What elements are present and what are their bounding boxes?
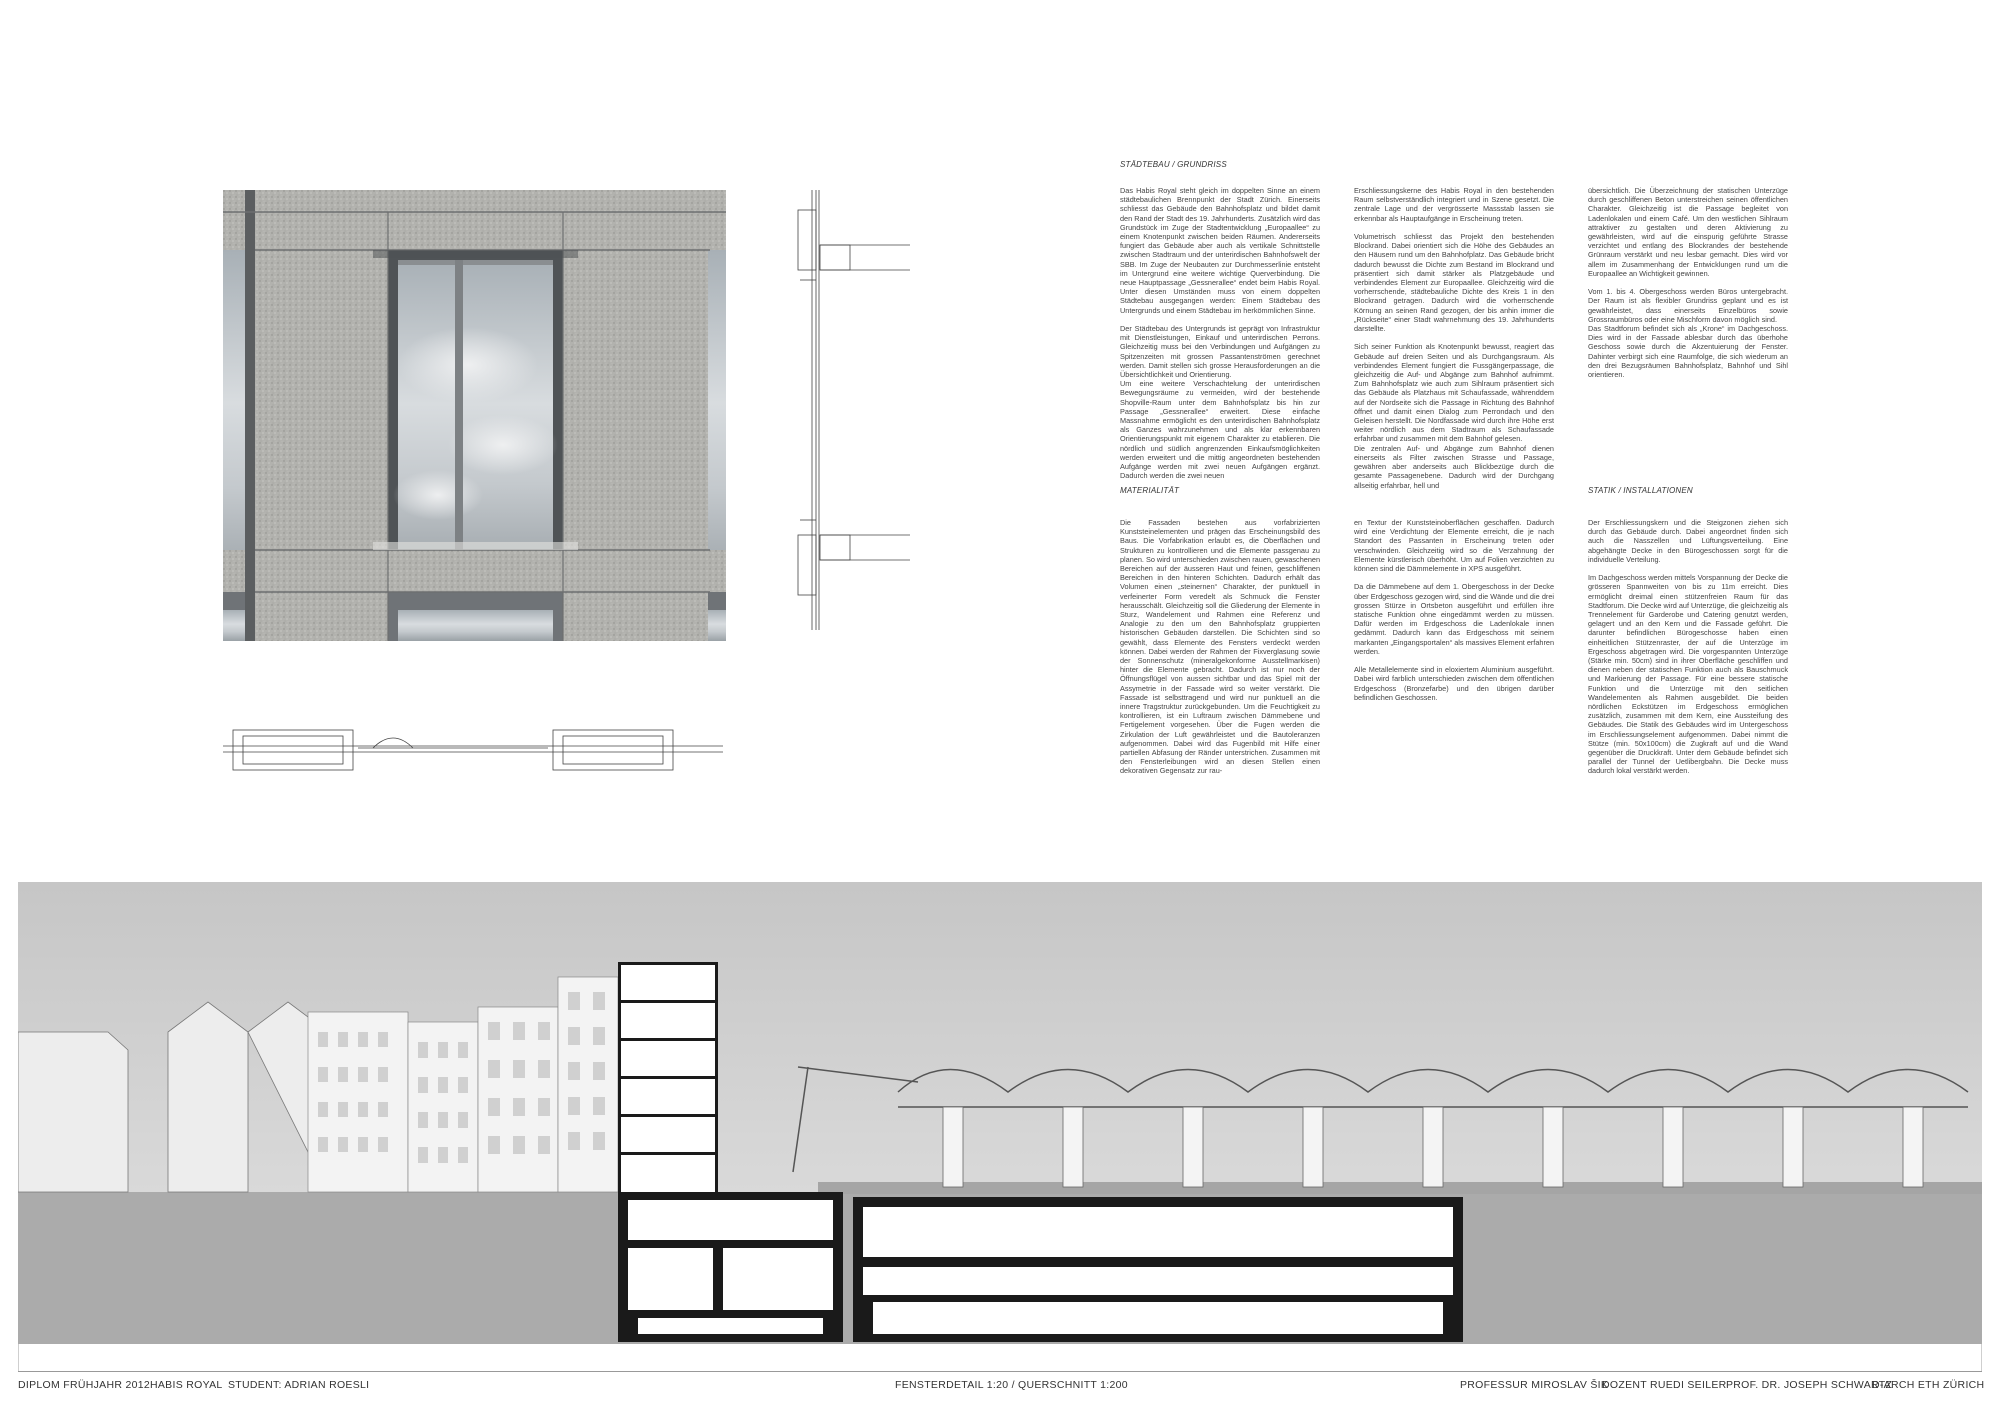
statik-text: Der Erschliessungskern und die Steigzonen ziehen sich durch das Gebäude durch. Dabei angeordnet finden sich auch die Nasszellen und Lüftungsverteilung. Eine abgehängte Decke in den Bürogeschossen sorgt für die individuelle Verteilung. Im Dachgeschoss werden mittels Vorspannung der Decke die grösseren Spannweiten von bis zu 11m erreicht. Dies ermöglicht dreimal einen stützenfreien Raum für das Stadtforum. Die Decke wird auf Unterzüge, die gleichzeitig als Trennelement für Garderobe und Catering genutzt werden, gelagert und an den Kern und die Fassade geführt. Die darunter befindlichen Bürogeschosse haben einen einheitlichen Stützenraster, der auf die Unterzüge im Ergeschoss abgetragen wird. Die vorgespannten Unterzüge (Stärke min. 50cm) sind in ihrer Oberfläche geschliffen und dienen neben der statischen Funktion auch als Bauschmuck und Markierung der Passage. Für eine bessere statische Funktion und die Unterzüge mit den seitlichen Wandelementen als Rahmen ausgebildet. Die beiden nördlichen Eckstützen im Erdgeschoss ermöglichen zusätzlich, zusammen mit dem Kern, eine Aussteifung des Gebäudes. Die Statik des Gebäudes wird im Untergeschoss im Erschliessungselement aufgenommen. Dabei nimmt die Stütze (min. 50x100cm) die Zugkraft auf und die Wand gegenüber die Druckkraft. Unter dem Gebäude befindet sich parallel der Tunnel der Uetlibergbahn. Die Decke muss dadurch lokal verstärkt werden. [1588, 518, 1788, 776]
cross-section-drawing [18, 882, 1982, 1344]
staedtebau-heading: STÄDTEBAU / GRUNDRISS [1120, 160, 1227, 169]
bottom-divider [18, 1371, 1982, 1372]
staedtebau-column-2 [1354, 186, 1554, 497]
staedtebau-column-1 [1120, 186, 1320, 488]
footer [0, 1375, 2000, 1395]
footer-project: HABIS ROYAL [150, 1379, 223, 1391]
window-center [388, 250, 563, 590]
window-right [708, 250, 726, 590]
section-detail-drawing [790, 190, 910, 630]
statik-column [1588, 518, 1788, 783]
materialitaet-heading: MATERIALITÄT [1120, 486, 1180, 495]
footer-student: STUDENT: ADRIAN ROESLI [228, 1379, 370, 1391]
staedtebau-text-1: Das Habis Royal steht gleich im doppelten Sinne an einem städtebaulichen Brennpunkt der Stadt Zürich. Einerseits schliesst das Gebäude den Bahnhofsplatz und bildet damit den Rand der Stadt des 19. Jahrhunderts. Zusätzlich wird das Grundstück im Zuge der Stadtentwicklung „Europaallee“ zu einem Knotenpunkt zwischen beiden Räumen. Andererseits fungiert das Gebäude aber auch als vertikale Schnittstelle zwischen Stadtraum und der unterirdischen Bahnhofswelt der SBB. Im Zuge der Neubauten zur Durchmesserlinie entsteht im Untergrund eine weitere wichtige Querverbindung. Die neue Hauptpassage „Gessnerallee“ endet beim Habis Royal. Unter diesen Umständen muss von einem doppelten Städtebau ausgegangen werden: Einem Städtebau des Untergrunds und einem Städtebau im herkömmlichen Sinne. Der Städtebau des Untergrunds ist geprägt von Infrastruktur mit Dienstleistungen, Einkauf und unterirdischen Perrons. Gleichzeitig muss bei den Verbindungen und Aufgängen zu Spitzenzeiten mit grossen Passantenströmen gerechnet werden. Damit stellen sich grosse Herausforderungen an die Übersichtlichkeit und Orientierung. Um eine weitere Verschachtelung der unterirdischen Bewegungsräume zu vermeiden, wird der bestehende Shopville-Raum unter dem Bahnhofsplatz bis hin zur Passage „Gessnerallee“ erweitert. Diese einfache Massnahme ermöglicht es den unterirdischen Bahnhofsplatz als Ganzes wahrzunehmen und als klar erkennbaren Orientierungspunkt mit eigenem Charakter zu etablieren. Die nördlich und südlich angrenzenden Einkaufsmöglichkeiten werden erweitert und die mittig angeordneten bestehenden Aufgänge werden mit zwei neuen Aufgängen ergänzt. Dadurch werden die zwei neuen [1120, 186, 1320, 481]
footer-professor: PROFESSUR MIROSLAV ŠIK [1460, 1379, 1609, 1391]
footer-diplom: DIPLOM FRÜHJAHR 2012 [18, 1379, 151, 1391]
footer-drawings: FENSTERDETAIL 1:20 / QUERSCHNITT 1:200 [895, 1379, 1128, 1391]
station-underground-section [853, 1197, 1463, 1342]
staedtebau-text-3: übersichtlich. Die Überzeichnung der statischen Unterzüge durch geschliffenen Beton unterstreichen seinen öffentlichen Charakter. Gleichzeitig ist die Passage begleitet von Ladenlokalen und einem Café. Um den westlichen Sihlraum attraktiver zu gestalten und deren Aktivierung zu gewährleisten, wird auf die einspurig geführte Strasse verzichtet und entlang des Blockrandes der bestehende Grünraum verstärkt und neu lesbar gemacht. Dies wird vor allem im Zusammenhang der Entwicklungen rund um die Europaallee an Wichtigkeit gewinnen. Vom 1. bis 4. Obergeschoss werden Büros untergebracht. Der Raum ist als flexibler Grundriss geplant und es ist gewährleistet, dass einerseits Einzelbüros sowie Grossraumbüros oder eine Mischform davon möglich sind. Das Stadtforum befindet sich als „Krone“ im Dachgeschoss. Dies wird in der Fassade ablesbar durch das überhohe Geschoss sowie durch die Akzentuierung der Fenster. Dahinter verbirgt sich eine Raumfolge, die sich wiederum an den drei Bezugsräumen Bahnhofsplatz, Bahnhof und Sihl orientieren. [1588, 186, 1788, 380]
footer-darch: D-ARCH ETH ZÜRICH [1872, 1379, 1985, 1391]
footer-prof2: PROF. DR. JOSEPH SCHWARTZ [1726, 1379, 1893, 1391]
facade-rendering [223, 190, 726, 641]
materialitaet-text-1: Die Fassaden bestehen aus vorfabrizierten Kunststeinelementen und prägen das Erscheinungsbild des Baus. Die Vorfabrikation erlaubt es, die Oberflächen und Strukturen zu kontrollieren und die Elemente passgenau zu planen. So wird unterschieden zwischen rauen, gewaschenen Bereichen auf der äusseren Haut und feinen, geschliffenen Bereichen in den hinteren Schichten. Dadurch erhält das Volumen einen „steinernen“ Charakter, der punktuell in verfeinerter Form veredelt als Schmuck die Fenster herausschält. Gleichzeitig soll die Gliederung der Elemente in Sturz, Wandelement und Rahmen eine Referenz und Analogie zu den um den Bahnhofsplatz gruppierten historischen Gebäuden darstellen. Die Schichten sind so gewählt, dass Elemente des Fensters verdeckt werden können. Dabei werden der Rahmen der Fixverglasung sowie der Sonnenschutz (mineralgekonforme Ausstellmarkisen) hinter die Elemente gebracht. Dadurch ist nur noch der Öffnungsflügel von aussen sichtbar und das Spiel mit der Assymetrie in der Fassade wird so weiter verstärkt. Die Fassade ist selbsttragend und wird nur punktuell an die innere Tragstruktur zurückgebunden. Um die Feuchtigkeit zu kontrollieren, ist ein Luftraum zwischen Dämmebene und Fertigelement vorgesehen. Über die Fugen werden die Zirkulation der Luft gewährleistet und die Bautoleranzen aufgenommen. Dabei wird das Fugenbild mit Hilfe einer partiellen Abfasung der Ränder unterstrichen. Zusammen mit den Fensterleibungen wird an diesen Stellen einen dekorativen Gegensatz zur rau- [1120, 518, 1320, 776]
materialitaet-column-1 [1120, 518, 1320, 783]
materialitaet-column-2 [1354, 518, 1554, 709]
staedtebau-column-3 [1588, 186, 1788, 386]
staedtebau-text-2: Erschliessungskerne des Habis Royal in den bestehenden Raum selbstverständlich integriert und in Szene gesetzt. Die zentrale Lage und der vergrösserte Massstab lassen sie erkennbar als Hauptaufgänge in Erscheinung treten. Volumetrisch schliesst das Projekt den bestehenden Blockrand. Dabei orientiert sich die Höhe des Gebäudes an den Häusern rund um den Bahnhofplatz. Das Gebäude bricht dadurch bewusst die Dichte zum Bestand im Blockrand und präsentiert sich damit stärker als Platzgebäude und verbindendes Element zur Europaallee. Gleichzeitig wird die vorherrschende, städtebauliche Dichte des Kreis 1 in den Blockrand getragen. Dadurch wird die vorherrschende Körnung an seinen Rand gezogen, der bis anhin immer die „Rückseite“ einer Stadt wahrnehmung des 19. Jahrhunderts darstellte. Sich seiner Funktion als Knotenpunkt bewusst, reagiert das Gebäude auf dreien Seiten und als Durchgangsraum. Als verbindendes Element fungiert die Fussgängerpassage, die gleichzeitig die Auf- und Abgänge zum Bahnhof aufnimmt. Zum Bahnhofsplatz wie auch zum Sihlraum präsentiert sich das Gebäude als Platzhaus mit Schaufassade, währenddem auf der Nordseite sich die Passage in Richtung des Bahnhof öffnet und damit einen Dialog zum Perrondach und den Geleisen herstellt. Die Nordfassade wird durch ihre Höhe erst weiter nördlich aus dem Stadtraum als Schaufassade erfahrbar und zusammen mit dem Bahnhof gelesen. Die zentralen Auf- und Abgänge zum Bahnhof dienen einerseits als Filter zwischen Strasse und Passage, gewähren aber anderseits auch Blickbezüge durch die gesamte Passagenebene. Dadurch wird der Durchgang allseitig erfahrbar, hell und [1354, 186, 1554, 490]
footer-dozent: DOZENT RUEDI SEILER [1602, 1379, 1727, 1391]
plan-detail-drawing [223, 718, 723, 778]
window-left [223, 250, 245, 590]
materialitaet-text-2: en Textur der Kunststeinoberflächen geschaffen. Dadurch wird eine Verdichtung der Elemente erreicht, die je nach Standort des Passanten in Erscheinung treten oder verschwinden. Gleichzeitig wird so die Verzahnung der Elemente kürstlerisch überhöht. Um auf Folien verzichten zu können sind die Dämmelemente in XPS ausgeführt. Da die Dämmebene auf dem 1. Obergeschoss in der Decke über Erdgeschoss gezogen wird, sind die Wände und die drei grossen Stürze in Ortsbeton ausgeführt und erfüllen ihre statische Funktion ohne eingedämmt werden zu müssen. Dafür werden im Erdgeschoss die Ladenlokale innen gedämmt. Dadurch kann das Erdgeschoss mit seinem markanten „Eingangsportalen“ als massives Element erfahren werden. Alle Metallelemente sind in eloxiertem Aluminium ausgeführt. Dabei wird farblich unterschieden zwischen dem öffentlichen Erdgeschoss (Bronzefarbe) und den übrigen darüber befindlichen Geschossen. [1354, 518, 1554, 702]
statik-heading: STATIK / INSTALLATIONEN [1588, 486, 1693, 495]
